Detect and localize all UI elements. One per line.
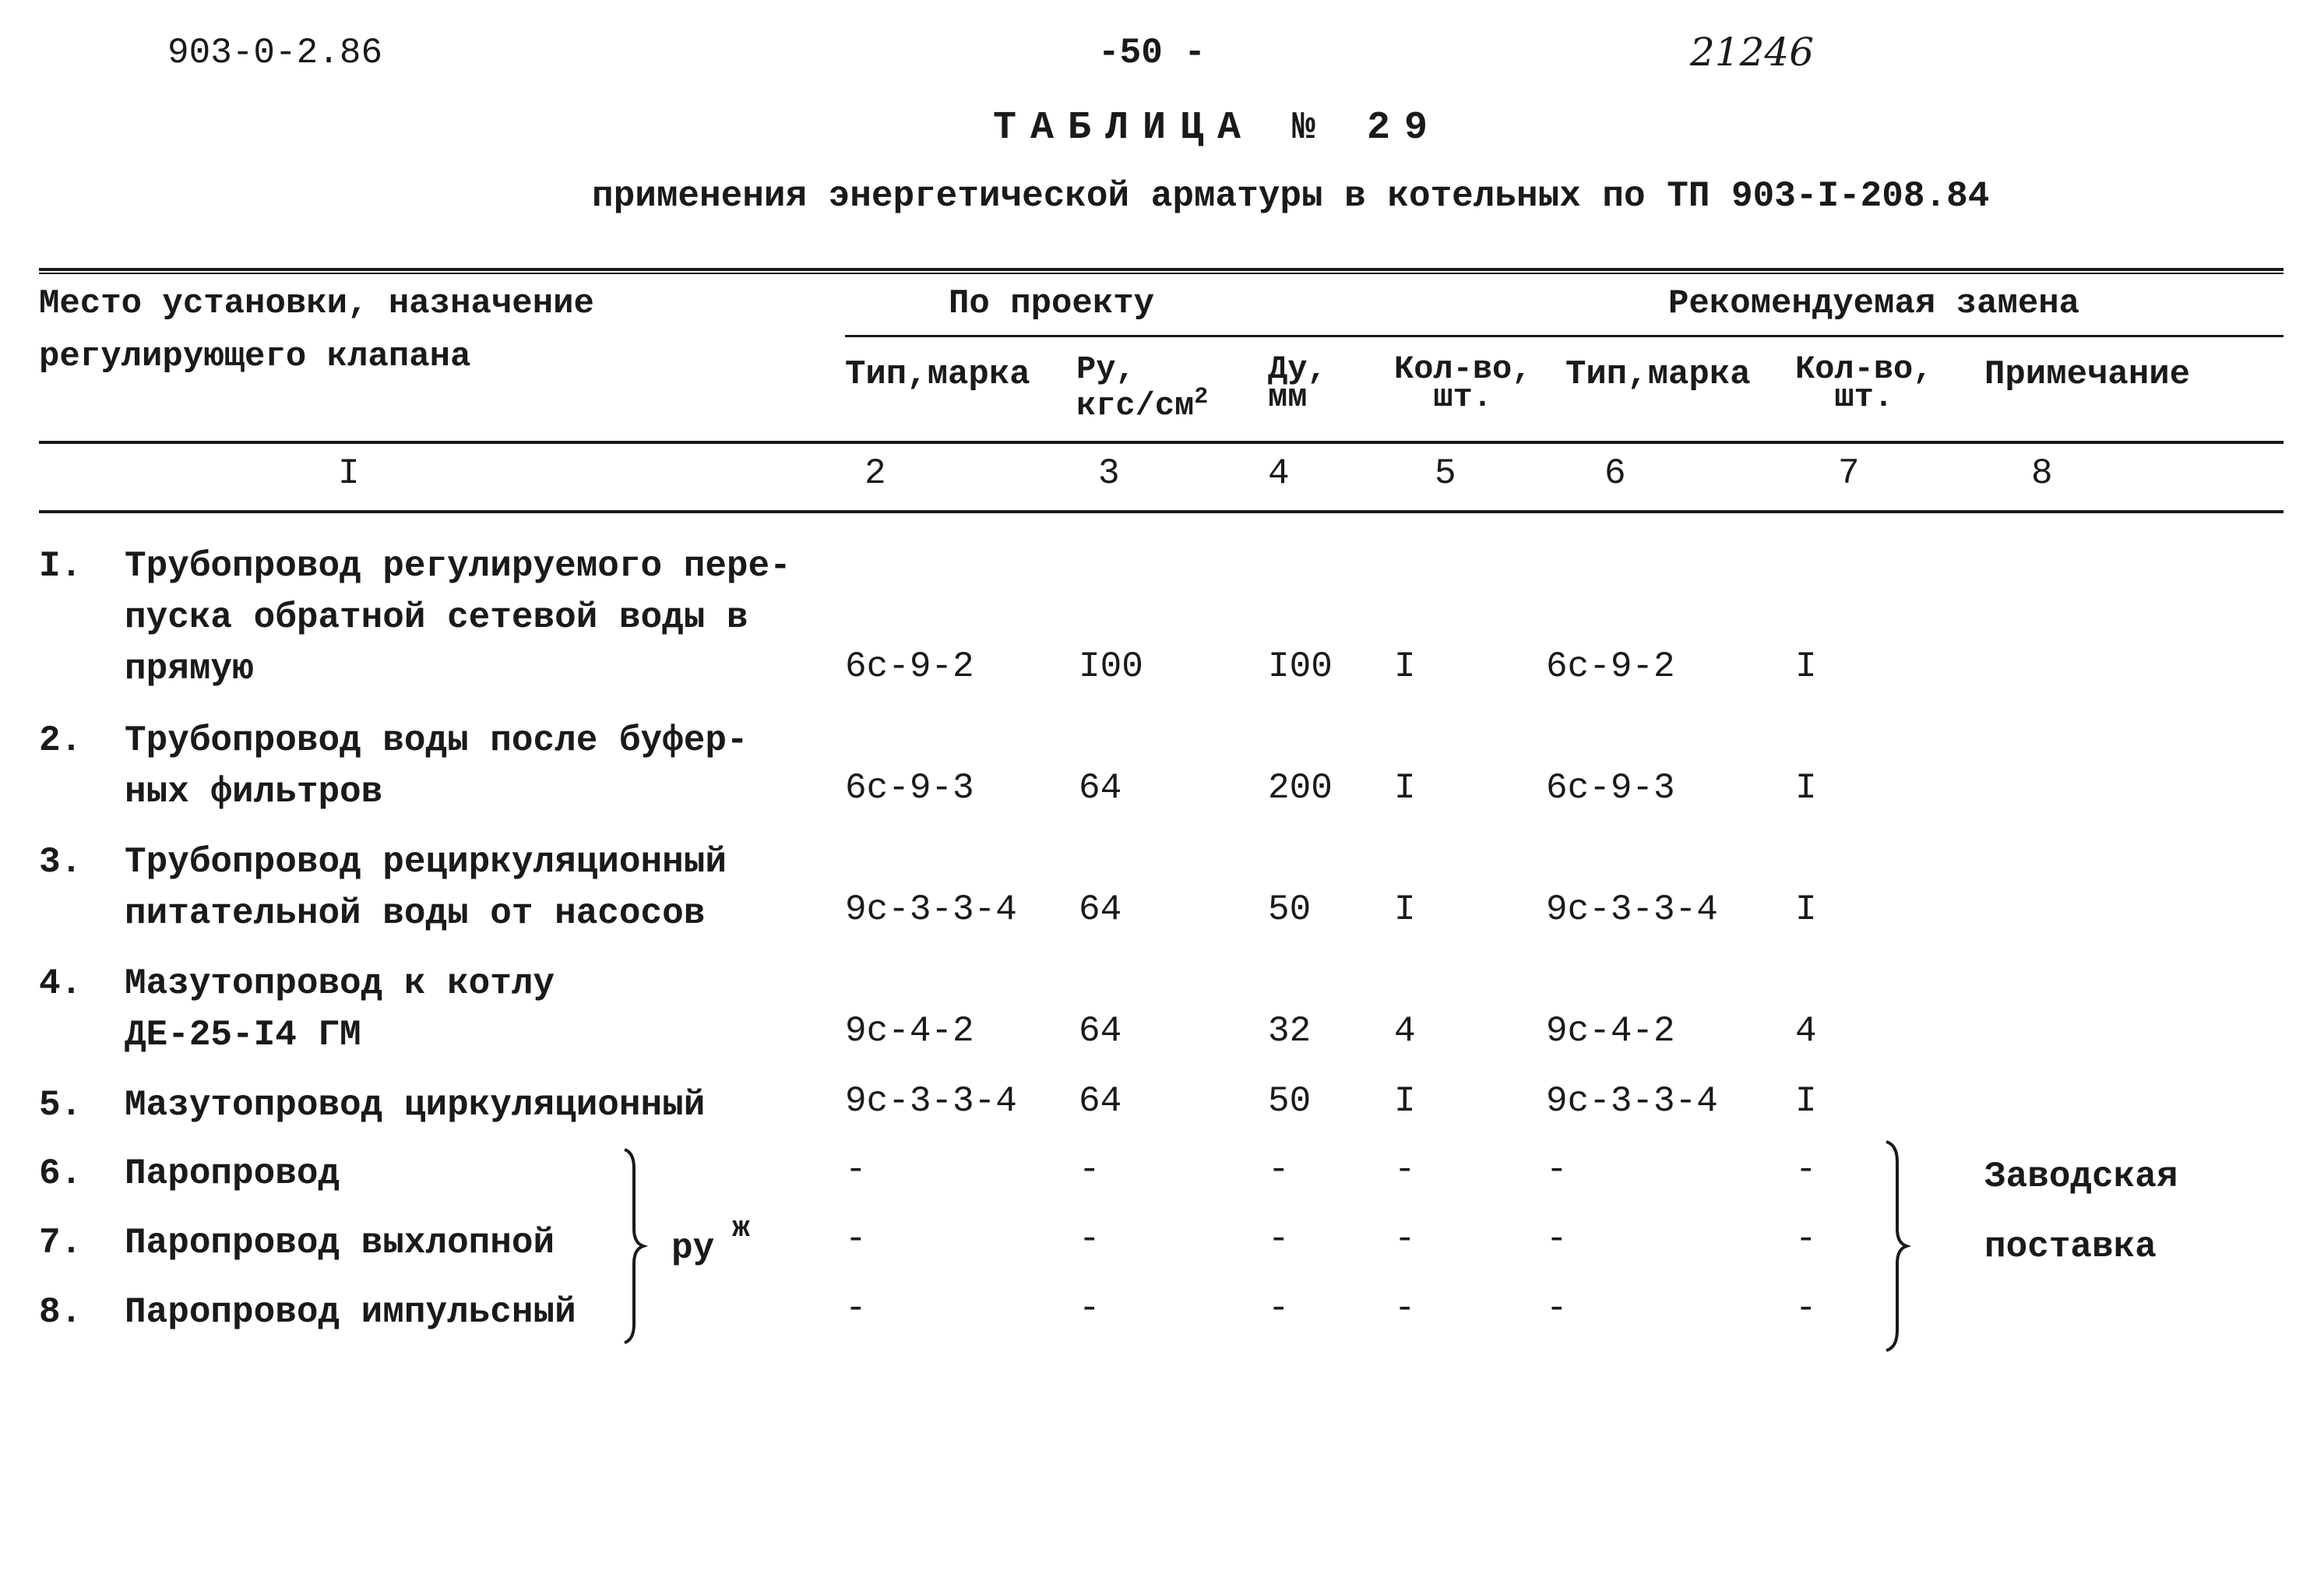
row-1-line-1: Трубопровод регулируемого пере- [125,546,791,586]
row-4-diameter: 32 [1268,1011,1312,1051]
row-7-qty: - [1394,1219,1416,1259]
handwritten-number: 21246 [1690,30,1815,75]
row-1-number: I. [39,546,83,586]
row-2-type: 6с-9-3 [845,768,974,808]
row-8-replacement-qty: - [1795,1288,1817,1329]
row-4-number: 4. [39,963,83,1004]
row-2-replacement-qty: I [1795,768,1817,808]
note-line-1: Заводская [1984,1157,2178,1197]
col-number-3: 3 [1098,453,1120,494]
group-header-project: По проекту [949,284,1155,323]
row-1-replacement-qty: I [1795,646,1817,687]
row-2-description [125,715,748,818]
top-rule-thin [39,273,2284,274]
col-number-5: 5 [1435,453,1456,494]
col1-header-line2: регулирующего клапана [39,337,471,376]
row-2-replacement-type: 6с-9-3 [1546,768,1675,808]
page-number: -50 - [1098,33,1206,73]
subheader-pressure-line2 [1076,383,1209,424]
row-8-diameter: - [1268,1288,1290,1329]
row-5-qty: I [1394,1081,1416,1121]
row-4-qty: 4 [1394,1011,1416,1051]
row-4-replacement-qty: 4 [1795,1011,1817,1051]
row-6-replacement-qty: - [1795,1150,1817,1190]
table-title: ТАБЛИЦА № 29 [993,106,1442,150]
row-4-description [125,958,555,1061]
row-1-line-3: прямую [125,649,254,689]
top-rule [39,268,2284,271]
row-7-pressure: - [1079,1219,1100,1259]
row-1-line-2: пуска обратной сетевой воды в [125,597,748,638]
row-5-replacement-qty: I [1795,1081,1817,1121]
row-6-pressure: - [1079,1150,1100,1190]
table-subtitle: применения энергетической арматуры в котельных по ТП 903-I-208.84 [592,176,1990,217]
row-3-line-2: питательной воды от насосов [125,893,706,934]
col-number-6: 6 [1604,453,1626,494]
row-6-type: - [845,1150,867,1190]
row-4-pressure: 64 [1079,1011,1122,1051]
row-8-description: Паропровод импульсный [125,1292,576,1333]
subheader-pressure [1076,350,1209,424]
col-number-1: I [338,453,360,494]
row-5-line-1: Мазутопровод циркуляционный [125,1085,706,1125]
row-7-replacement-type: - [1546,1219,1568,1259]
document-code: 903-0-2.86 [167,33,383,73]
row-8-number: 8. [39,1292,83,1333]
numbers-bottom-rule [39,510,2284,513]
row-1-pressure: I00 [1079,646,1143,687]
brace-pressure-label: ру [671,1228,715,1269]
row-5-number: 5. [39,1085,83,1125]
brace-footnote-mark: ж [732,1212,750,1245]
row-2-number: 2. [39,720,83,761]
row-1-qty: I [1394,646,1416,687]
row-2-diameter: 200 [1268,768,1333,808]
row-2-pressure: 64 [1079,768,1122,808]
row-4-replacement-type: 9с-4-2 [1546,1011,1675,1051]
row-1-description [125,540,791,695]
row-3-qty: I [1394,889,1416,930]
row-1-replacement-type: 6с-9-2 [1546,646,1675,687]
row-1-diameter: I00 [1268,646,1333,687]
row-7-type: - [845,1219,867,1259]
col1-header-line1: Место установки, назначение [39,284,594,323]
left-group-brace [607,1145,654,1347]
row-5-diameter: 50 [1268,1081,1312,1121]
row-5-pressure: 64 [1079,1081,1122,1121]
row-7-number: 7. [39,1223,83,1263]
row-7-diameter: - [1268,1219,1290,1259]
row-3-line-1: Трубопровод рециркуляционный [125,842,727,882]
subheader-diameter [1268,350,1327,416]
subheader-note: Примечание [1984,355,2191,394]
subheader-rqty-line2: шт. [1834,379,1894,416]
row-6-number: 6. [39,1153,83,1194]
row-3-diameter: 50 [1268,889,1312,930]
row-8-type: - [845,1288,867,1329]
row-3-description [125,836,727,939]
row-3-type: 9с-3-3-4 [845,889,1017,930]
row-7-replacement-qty: - [1795,1219,1817,1259]
subheader-diameter-line2: мм [1268,379,1308,416]
row-5-type: 9с-3-3-4 [845,1081,1017,1121]
pressure-unit: кгс/см [1076,387,1195,424]
row-2-line-1: Трубопровод воды после буфер- [125,720,748,761]
header-bottom-rule [39,441,2284,444]
row-8-pressure: - [1079,1288,1100,1329]
pressure-unit-exponent: 2 [1194,384,1209,410]
subheader-rqty-line1: Кол-во, [1795,350,1933,388]
row-6-description: Паропровод [125,1153,340,1194]
row-5-replacement-type: 9с-3-3-4 [1546,1081,1718,1121]
group-underline [845,335,2284,337]
subheader-replacement-type: Тип,марка [1565,355,1751,394]
subheader-type: Тип,марка [845,355,1030,394]
row-5-description [125,1079,705,1131]
row-6-diameter: - [1268,1150,1290,1190]
right-group-brace [1877,1137,1924,1355]
row-8-qty: - [1394,1288,1416,1329]
row-3-replacement-qty: I [1795,889,1817,930]
col-number-7: 7 [1838,453,1860,494]
row-6-replacement-type: - [1546,1150,1568,1190]
subheader-qty-line1: Кол-во, [1394,350,1532,388]
subheader-replacement-qty [1795,350,1933,416]
row-4-type: 9с-4-2 [845,1011,974,1051]
note-line-2: поставка [1984,1227,2157,1267]
subheader-diameter-line1: Ду, [1268,350,1327,388]
row-1-type: 6с-9-2 [845,646,974,687]
row-8-replacement-type: - [1546,1288,1568,1329]
row-4-line-1: Мазутопровод к котлу [125,963,555,1004]
col-number-8: 8 [2031,453,2053,494]
row-3-number: 3. [39,842,83,882]
row-4-line-2: ДЕ-25-I4 ГМ [125,1015,361,1055]
row-2-qty: I [1394,768,1416,808]
subheader-qty [1394,350,1532,416]
col-number-2: 2 [864,453,886,494]
subheader-pressure-line1: Ру, [1076,350,1136,388]
subheader-qty-line2: шт. [1433,379,1493,416]
row-7-description: Паропровод выхлопной [125,1223,555,1263]
col-number-4: 4 [1268,453,1290,494]
group-header-replacement: Рекомендуемая замена [1668,284,2080,323]
row-3-replacement-type: 9с-3-3-4 [1546,889,1718,930]
row-3-pressure: 64 [1079,889,1122,930]
row-2-line-2: ных фильтров [125,772,383,812]
row-6-qty: - [1394,1150,1416,1190]
